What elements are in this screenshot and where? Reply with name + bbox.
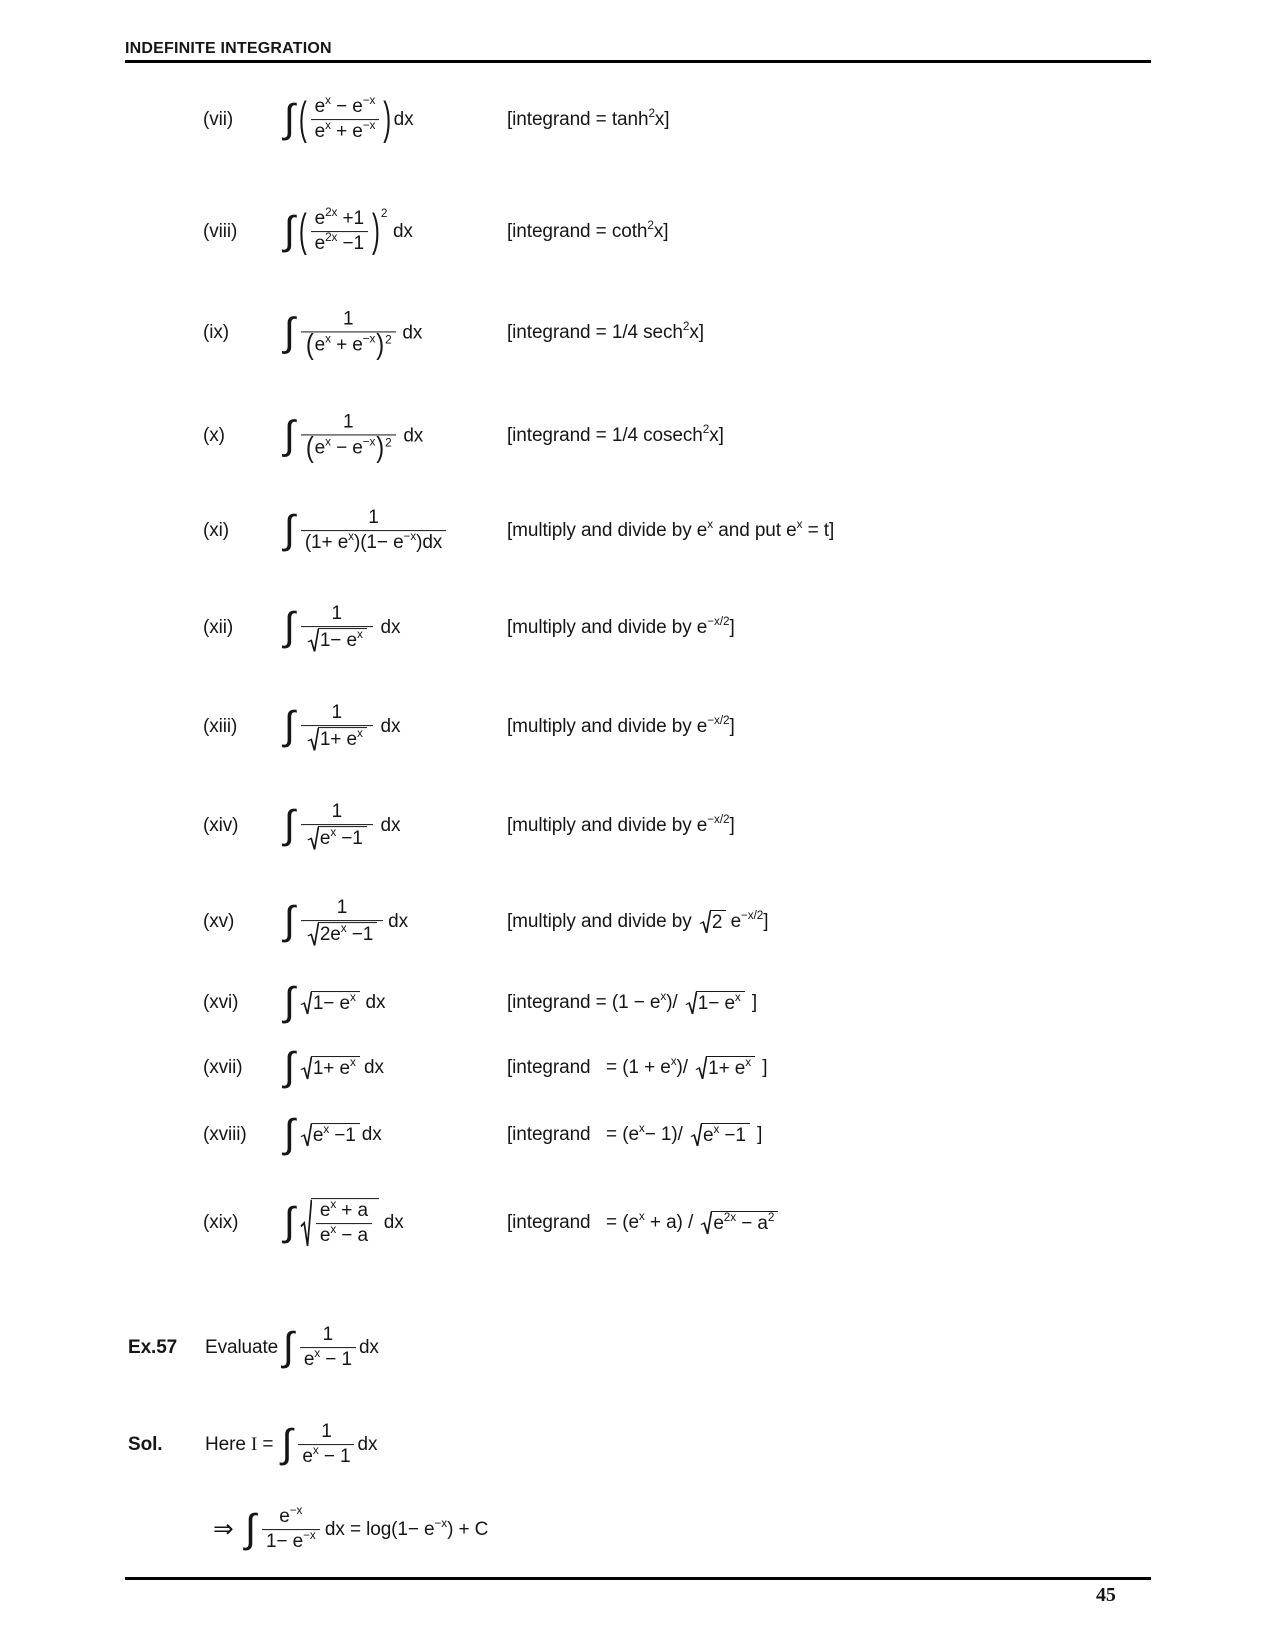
problem-label: (xv) — [203, 911, 235, 932]
page-number: 45 — [1096, 1584, 1116, 1606]
problem-formula: ∫ 1 2e x −1 dx — [284, 897, 408, 946]
problem-formula: ∫ e x + a e x − a dx — [284, 1197, 404, 1247]
problem-formula: ∫ 1 ( e x − e −x ) 2 dx — [284, 411, 424, 465]
problem-label: (xvi) — [203, 992, 239, 1013]
problem-hint: [integrand = (e x − 1)/ e x −1 ] — [507, 1121, 763, 1146]
page-header-title: INDEFINITE INTEGRATION — [125, 40, 332, 57]
solution-label: Sol. — [128, 1434, 163, 1455]
problem-label: (xiv) — [203, 815, 239, 836]
problem-hint: [multiply and divide by e −x/2 ] — [507, 812, 735, 836]
problem-label: (xvii) — [203, 1057, 243, 1078]
problem-formula: ∫ 1 ( e x + e −x ) 2 dx — [284, 308, 423, 362]
solution-formula: Here I = ∫ 1 e x − 1 dx — [205, 1421, 378, 1468]
problem-label: (xix) — [203, 1212, 239, 1233]
example-formula: Evaluate ∫ 1 e x − 1 dx — [205, 1324, 379, 1371]
result-formula: ⇒ ∫ e −x 1− e −x dx = log(1− e −x ) + C — [213, 1503, 489, 1553]
problem-label: (ix) — [203, 322, 229, 343]
problem-formula: ∫ 1− e x dx — [284, 980, 386, 1025]
problem-hint: [integrand = 1/4 sech 2 x] — [507, 319, 704, 343]
problem-hint: [integrand = coth 2 x] — [507, 218, 669, 242]
problem-label: (vii) — [203, 109, 234, 130]
problem-label: (xii) — [203, 617, 234, 638]
footer-rule — [125, 1577, 1151, 1580]
problem-formula: ∫ e x −1 dx — [284, 1112, 382, 1157]
problem-label: (viii) — [203, 221, 238, 242]
problem-hint: [multiply and divide by e −x/2 ] — [507, 614, 735, 638]
problem-formula: ∫ ( e x − e −x e x + e −x ) dx — [284, 93, 414, 145]
problem-hint: [integrand = tanh 2 x] — [507, 106, 670, 130]
problem-formula: ∫ 1 e x −1 dx — [284, 801, 401, 850]
problem-label: (xviii) — [203, 1124, 247, 1145]
problem-formula: ∫ 1 (1+ e x )(1− e −x )dx — [281, 507, 449, 555]
problem-label: (xi) — [203, 520, 229, 541]
problem-formula: ∫ ( e 2x +1 e 2x −1 ) 2 dx — [284, 205, 413, 257]
problem-formula: ∫ 1 1− e x dx — [284, 603, 401, 652]
header-rule — [125, 60, 1151, 63]
problem-formula: ∫ 1 1+ e x dx — [284, 702, 401, 751]
problem-hint: [integrand = (1 + e x )/ 1+ e x ] — [507, 1054, 768, 1079]
problem-formula: ∫ 1+ e x dx — [284, 1045, 384, 1090]
problem-hint: [multiply and divide by e x and put e x = t] — [507, 517, 835, 541]
problem-hint: [multiply and divide by 2 e −x/2 ] — [507, 908, 769, 933]
problem-hint: [integrand = 1/4 cosech 2 x] — [507, 422, 724, 446]
example-label: Ex.57 — [128, 1337, 178, 1358]
problem-hint: [integrand = (e x + a) / e 2x − a 2 — [507, 1211, 780, 1235]
problem-label: (xiii) — [203, 716, 238, 737]
problem-label: (x) — [203, 425, 225, 446]
problem-hint: [integrand = (1 − e x )/ 1− e x ] — [507, 989, 758, 1014]
problem-hint: [multiply and divide by e −x/2 ] — [507, 713, 735, 737]
